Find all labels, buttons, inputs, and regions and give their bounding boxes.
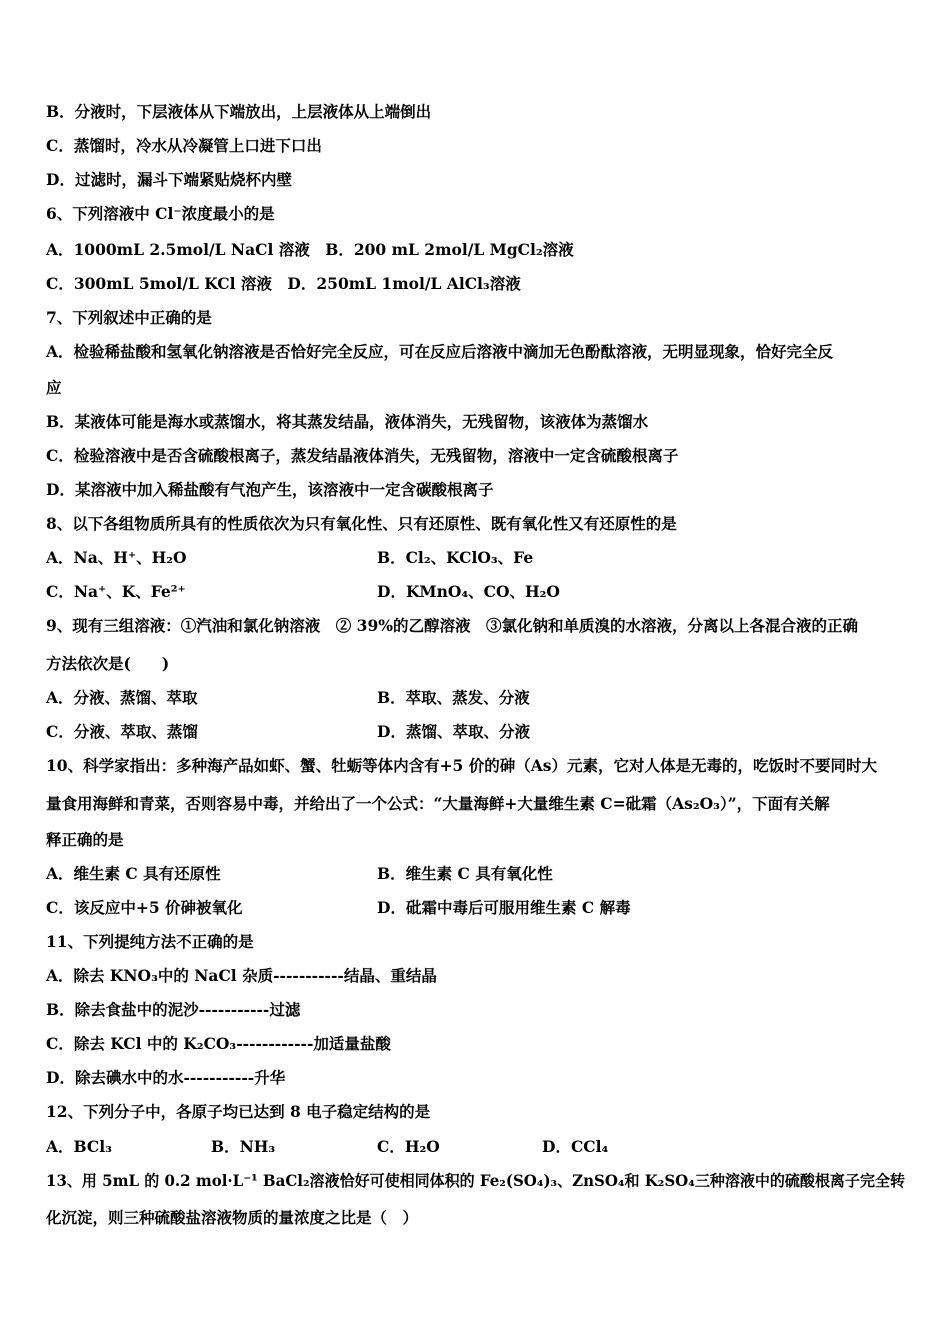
q7-option-a-line1: A．检验稀盐酸和氢氧化钠溶液是否恰好完全反应，可在反应后溶液中滴加无色酚酞溶液，无明显现象，恰好完全反 (46, 342, 834, 361)
q12-option-c: C．H₂O (377, 1137, 440, 1156)
q6-options-cd: C．300mL 5mol/L KCl 溶液 D．250mL 1mol/L AlCl₃溶液 (46, 274, 521, 293)
q6-options-ab: A．1000mL 2.5mol/L NaCl 溶液 B．200 mL 2mol/L MgCl₂溶液 (46, 240, 574, 259)
q12-stem: 12、下列分子中，各原子均已达到 8 电子稳定结构的是 (46, 1102, 431, 1121)
q9-stem-line1: 9、现有三组溶液：①汽油和氯化钠溶液 ② 39%的乙醇溶液 ③氯化钠和单质溴的水溶液，分离以上各混合液的正确 (46, 616, 858, 635)
q9-option-b: B．萃取、蒸发、分液 (377, 688, 530, 707)
q7-option-a-line2: 应 (46, 378, 62, 397)
q10-stem-line2: 量食用海鲜和青菜，否则容易中毒，并给出了一个公式：“大量海鲜+大量维生素 C=砒霜（As₂O₃）”，下面有关解 (46, 794, 830, 813)
q5-option-c: C．蒸馏时，冷水从冷凝管上口进下口出 (46, 136, 322, 155)
q9-option-d: D．蒸馏、萃取、分液 (377, 722, 530, 741)
q11-option-c: C．除去 KCl 中的 K₂CO₃------------加适量盐酸 (46, 1034, 391, 1053)
q5-option-d: D．过滤时，漏斗下端紧贴烧杯内壁 (46, 170, 292, 189)
q8-option-a: A．Na、H⁺、H₂O (46, 548, 187, 567)
q11-option-b: B．除去食盐中的泥沙-----------过滤 (46, 1000, 301, 1019)
q10-stem-line1: 10、科学家指出：多种海产品如虾、蟹、牡蛎等体内含有+5 价的砷（As）元素，它对人体是无毒的，吃饭时不要同时大 (46, 756, 877, 775)
q9-stem-line2: 方法依次是( ) (46, 654, 170, 673)
q7-stem: 7、下列叙述中正确的是 (46, 308, 212, 327)
q10-option-d: D．砒霜中毒后可服用维生素 C 解毒 (377, 898, 631, 917)
q12-option-b: B．NH₃ (211, 1137, 276, 1156)
q9-option-a: A．分液、蒸馏、萃取 (46, 688, 198, 707)
q12-option-a: A．BCl₃ (46, 1137, 112, 1156)
q5-option-b: B．分液时，下层液体从下端放出，上层液体从上端倒出 (46, 102, 432, 121)
q12-option-d: D．CCl₄ (542, 1137, 609, 1156)
q8-option-b: B．Cl₂、KClO₃、Fe (377, 548, 534, 567)
q8-option-d: D．KMnO₄、CO、H₂O (377, 582, 560, 601)
q13-stem-line1: 13、用 5mL 的 0.2 mol·L⁻¹ BaCl₂溶液恰好可使相同体积的 Fe₂(SO₄)₃、ZnSO₄和 K₂SO₄三种溶液中的硫酸根离子完全转 (46, 1171, 905, 1190)
q10-option-a: A．维生素 C 具有还原性 (46, 864, 221, 883)
q11-option-d: D．除去碘水中的水-----------升华 (46, 1068, 286, 1087)
q13-stem-line2: 化沉淀，则三种硫酸盐溶液物质的量浓度之比是（ ） (46, 1208, 419, 1227)
q10-option-c: C．该反应中+5 价砷被氧化 (46, 898, 243, 917)
q7-option-c: C．检验溶液中是否含硫酸根离子，蒸发结晶液体消失，无残留物，溶液中一定含硫酸根离子 (46, 446, 679, 465)
q11-option-a: A．除去 KNO₃中的 NaCl 杂质-----------结晶、重结晶 (46, 966, 437, 985)
q7-option-b: B．某液体可能是海水或蒸馏水，将其蒸发结晶，液体消失，无残留物，该液体为蒸馏水 (46, 412, 649, 431)
q7-option-d: D．某溶液中加入稀盐酸有气泡产生，该溶液中一定含碳酸根离子 (46, 480, 494, 499)
q11-stem: 11、下列提纯方法不正确的是 (46, 932, 254, 951)
q8-stem: 8、以下各组物质所具有的性质依次为只有氧化性、只有还原性、既有氧化性又有还原性的是 (46, 514, 677, 533)
q9-option-c: C．分液、萃取、蒸馏 (46, 722, 198, 741)
q10-option-b: B．维生素 C 具有氧化性 (377, 864, 553, 883)
q10-stem-line3: 释正确的是 (46, 830, 124, 849)
q6-stem: 6、下列溶液中 Cl⁻浓度最小的是 (46, 204, 275, 223)
q8-option-c: C．Na⁺、K、Fe²⁺ (46, 582, 186, 601)
